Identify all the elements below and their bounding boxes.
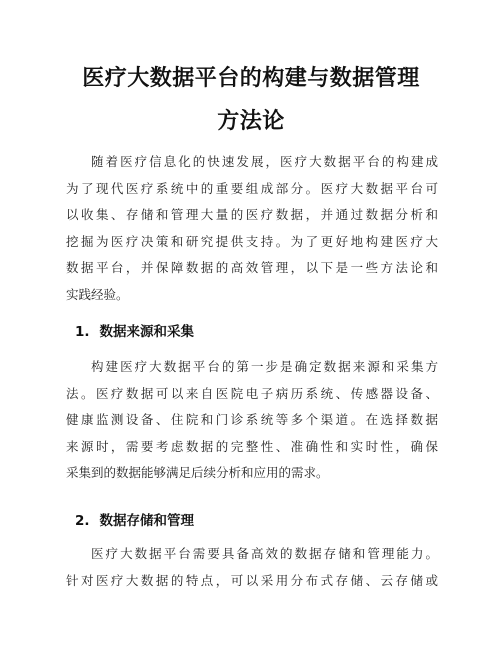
paragraph-line: 法。医疗数据可以来自医院电子病历系统、传感器设备、 (66, 385, 438, 401)
document-title-line-1: 医疗大数据平台的构建与数据管理 (82, 66, 420, 91)
paragraph-line: 采集到的数据能够满足后续分析和应用的需求。 (66, 465, 329, 480)
paragraph-line: 数据平台，并保障数据的高效管理，以下是一些方法论和 (66, 260, 438, 275)
paragraph-line: 实践经验。 (66, 286, 129, 302)
intro-paragraph (66, 149, 438, 308)
section-1-paragraph (66, 354, 438, 487)
section-heading-1 (75, 320, 194, 340)
paragraph-line: 来源时，需要考虑数据的完整性、准确性和实时性，确保 (66, 438, 438, 454)
paragraph-line: 构建医疗大数据平台的第一步是确定数据来源和采集方 (91, 359, 438, 374)
paragraph-line: 针对医疗大数据的特点，可以采用分布式存储、云存储或 (66, 572, 438, 588)
paragraph-line: 健康监测设备、住院和门诊系统等多个渠道。在选择数据 (66, 412, 438, 427)
paragraph-line: 医疗大数据平台需要具备高效的数据存储和管理能力。 (91, 546, 438, 561)
paragraph-line: 以收集、存储和管理大量的医疗数据，并通过数据分析和 (66, 207, 438, 222)
section-heading-2 (75, 509, 194, 529)
paragraph-line: 为了现代医疗系统中的重要组成部分。医疗大数据平台可 (66, 180, 438, 196)
section-number: 2. (75, 513, 90, 529)
section-heading-text: 数据存储和管理 (99, 513, 195, 529)
section-heading-text: 数据来源和采集 (99, 324, 195, 340)
section-2-paragraph (66, 541, 438, 594)
paragraph-line: 挖掘为医疗决策和研究提供支持。为了更好地构建医疗大 (66, 233, 438, 249)
section-number: 1. (75, 324, 90, 340)
document-title-line-2: 方法论 (217, 109, 285, 134)
paragraph-line: 随着医疗信息化的快速发展，医疗大数据平台的构建成 (91, 154, 438, 169)
